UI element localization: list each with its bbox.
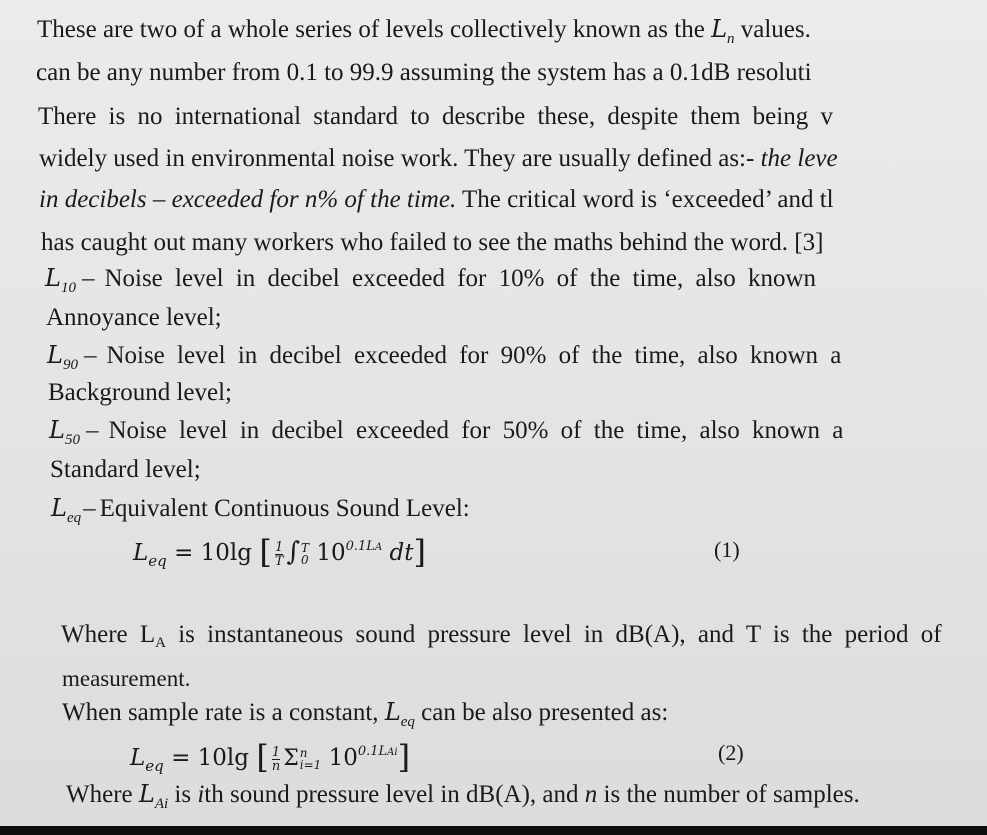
text: is the number of samples. <box>597 781 860 808</box>
integral-sign: ∫ <box>286 537 301 567</box>
left-bracket: [ <box>259 533 272 571</box>
leq-symbol: L <box>384 698 401 726</box>
base-10: 10 <box>321 745 358 771</box>
left-bracket: [ <box>256 738 269 776</box>
denominator: T <box>274 553 284 569</box>
definition-text: Noise level in decibel exceeded for 50% of the time, also known a <box>108 417 844 444</box>
ln-subscript: n <box>727 31 735 47</box>
right-bracket: ] <box>413 533 426 571</box>
exponent-subscript: Ai <box>387 747 398 758</box>
numerator: 1 <box>275 539 284 555</box>
l50-subscript: 50 <box>64 432 80 448</box>
definition-l90 <box>47 340 841 374</box>
l10-symbol: L <box>45 264 61 292</box>
definition-l50-name: Standard level; <box>50 456 201 483</box>
upper-limit: T <box>301 541 310 555</box>
text: th sound pressure level in dB(A), and <box>204 781 585 808</box>
exponent-subscript: A <box>374 542 383 553</box>
dark-bottom-edge <box>0 826 987 835</box>
sum-sign: Σ <box>283 746 299 771</box>
right-bracket: ] <box>397 738 411 776</box>
text: When sample rate is a constant, <box>62 699 385 726</box>
definition-text: Equivalent Continuous Sound Level: <box>99 495 470 522</box>
definition-text: Noise level in decibel exceeded for 10% of the time, also known <box>104 265 817 292</box>
italic-i: i <box>197 781 205 808</box>
exponent <box>346 539 383 554</box>
dt: dt <box>382 540 414 566</box>
text: The critical word is ‘exceeded’ and tl <box>456 186 834 213</box>
exponent-text: 0.1L <box>345 539 375 554</box>
fraction-1-over-n <box>272 746 280 773</box>
paragraph-line-6: has caught out many workers who failed to see the maths behind the word. [3] <box>41 229 824 256</box>
paragraph-line-2: can be any number from 0.1 to 99.9 assuming the system has a 0.1dB resoluti <box>36 59 812 86</box>
base-10: 10 <box>309 540 346 566</box>
text: can be also presented as: <box>414 699 669 726</box>
leq-subscript: eq <box>145 757 164 775</box>
text: values. <box>734 16 811 43</box>
equation-number-2: (2) <box>718 740 744 765</box>
sum-limits <box>300 747 322 771</box>
numerator: 1 <box>271 744 281 760</box>
denominator: n <box>271 758 281 774</box>
ln-symbol: L <box>711 15 728 43</box>
paragraph-line-4 <box>39 144 838 174</box>
lower-limit: i=1 <box>299 758 322 772</box>
definition-l90-name: Background level; <box>48 379 232 406</box>
equals-10lg: = 10lg <box>166 540 260 566</box>
equation-1 <box>133 533 426 571</box>
paragraph-line-5 <box>39 185 834 215</box>
paragraph-line-1 <box>37 14 811 48</box>
leq-subscript: eq <box>66 510 82 526</box>
text: widely used in environmental noise work. They are usually defined as:- <box>39 145 761 172</box>
equation-number-1: (1) <box>714 537 740 562</box>
la-subscript: A <box>155 635 166 651</box>
integral-limits <box>301 542 309 566</box>
equation-2 <box>130 738 410 776</box>
leq-symbol: L <box>51 494 67 522</box>
dash: – <box>83 342 97 369</box>
definition-l10 <box>45 263 816 297</box>
fraction-1-over-t <box>275 541 284 568</box>
italic-text: the leve <box>760 145 838 172</box>
definition-l10-name: Annoyance level; <box>46 304 222 331</box>
lai-symbol: L <box>138 780 155 808</box>
leq-symbol: L <box>133 540 149 566</box>
text: is instantaneous sound pressure level in dB(A), and T is the period of <box>165 621 942 648</box>
definition-leq <box>51 493 470 527</box>
l90-symbol: L <box>47 341 63 369</box>
dash: – <box>83 495 96 522</box>
definition-text: Noise level in decibel exceeded for 90% of the time, also known a <box>106 342 842 369</box>
text: Where L <box>61 621 156 648</box>
leq-subscript: eq <box>148 552 167 570</box>
dash: – <box>85 417 99 444</box>
paragraph-line-9 <box>62 697 668 731</box>
leq-subscript: eq <box>400 714 415 730</box>
lai-subscript: Ai <box>154 796 169 812</box>
text: is <box>168 781 198 808</box>
text: Where <box>66 781 139 808</box>
italic-text: in decibels – exceeded for n% of the time. <box>39 186 457 213</box>
text: These are two of a whole series of levels collectively known as the <box>37 16 712 43</box>
l90-subscript: 90 <box>62 357 78 373</box>
upper-limit: n <box>299 746 308 760</box>
leq-symbol: L <box>130 745 146 771</box>
equals-10lg: = 10lg <box>163 745 257 771</box>
exponent-text: 0.1L <box>357 744 388 759</box>
paragraph-line-3: There is no international standard to describe these, despite them being v <box>38 103 833 130</box>
l10-subscript: 10 <box>60 280 76 296</box>
dash: – <box>81 265 95 292</box>
definition-l50 <box>49 415 843 449</box>
exponent <box>358 744 398 759</box>
italic-n: n <box>584 781 598 808</box>
paragraph-line-8: measurement. <box>62 666 191 691</box>
lower-limit: 0 <box>301 553 309 567</box>
l50-symbol: L <box>49 416 65 444</box>
paragraph-line-7 <box>61 620 942 653</box>
paragraph-line-10 <box>66 779 860 813</box>
